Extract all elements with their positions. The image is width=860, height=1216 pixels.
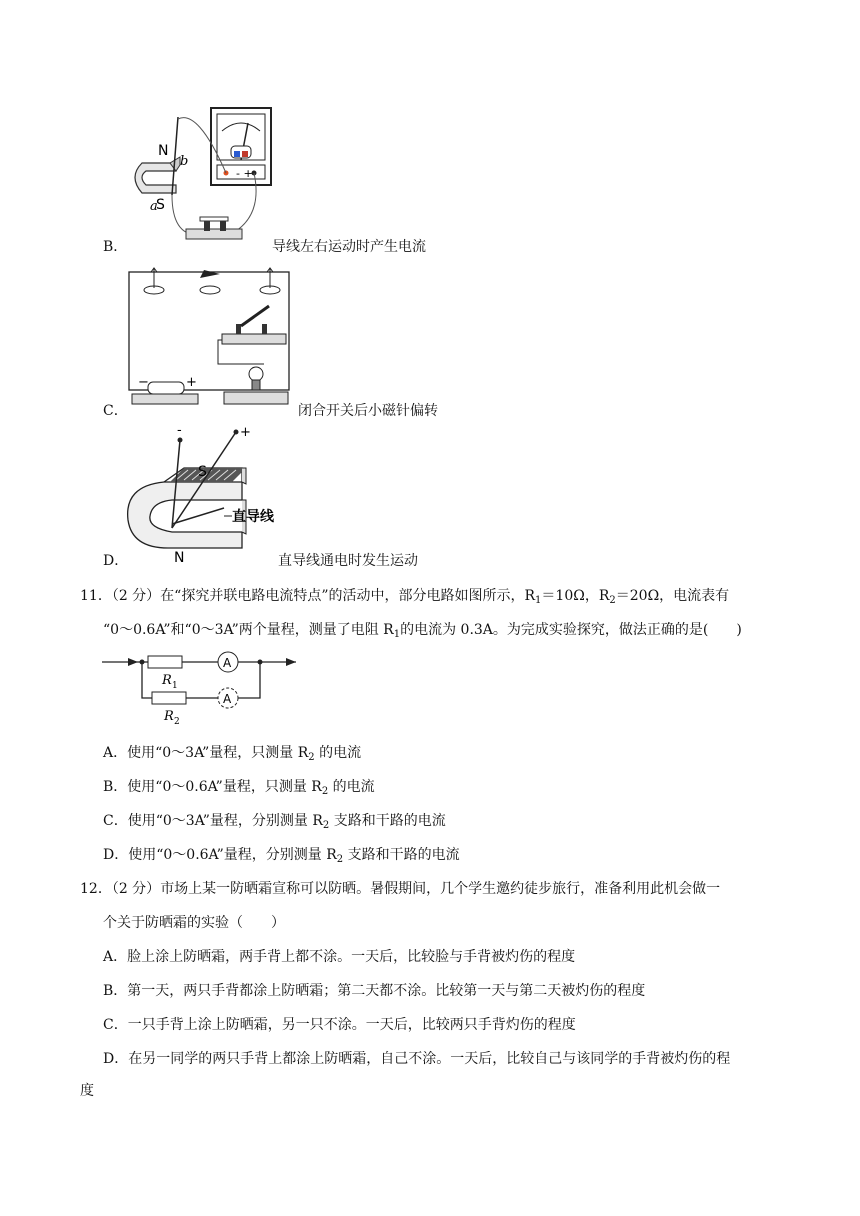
option-c-letter: C．: [103, 403, 128, 419]
label-r1: R: [162, 673, 172, 688]
label-r2-sub: 2: [174, 717, 180, 726]
q11-stem-line1: 11．（2 分）在“探究并联电路电流特点”的活动中，部分电路如图所示，$R_1=10\Omega$，$R_2=20\Omega$，电流表有: [80, 588, 730, 606]
q11-option-a[interactable]: A．使用“0～3A”量程，只测量 $R_2$ 的电流: [103, 745, 362, 763]
ammeter-branch: A: [223, 692, 232, 706]
q11-option-d[interactable]: D．使用“0～0.6A”量程，分别测量 $R_2$ 支路和干路的电流: [103, 847, 460, 865]
q12-option-b[interactable]: B．第一天，两只手背都涂上防晒霜；第二天都不涂。比较第一天与第二天被灼伤的程度: [103, 983, 646, 999]
q12-stem-line1: 12．（2 分）市场上某一防晒霜宣称可以防晒。暑假期间，几个学生邀约徒步旅行，准备利用此机会做一: [80, 881, 721, 897]
option-c-caption: 闭合开关后小磁针偏转: [298, 403, 438, 419]
label-b: b: [180, 154, 189, 169]
option-b-letter: B．: [103, 239, 128, 255]
meter-sign: - +: [236, 167, 253, 180]
option-d-caption: 直导线通电时发生运动: [278, 553, 418, 569]
ammeter-main: A: [223, 656, 232, 670]
pole-n: N: [158, 143, 169, 159]
figure-b-generator: [128, 105, 276, 245]
q11-option-b[interactable]: B．使用“0～0.6A”量程，只测量 $R_2$ 的电流: [103, 779, 375, 797]
wire-label: 直导线: [232, 509, 274, 525]
label-a: a: [150, 199, 158, 214]
option-b-caption: 导线左右运动时产生电流: [272, 239, 426, 255]
wire-plus: +: [240, 425, 251, 440]
q12-option-d-wrap: 度: [80, 1083, 94, 1099]
q12-option-a[interactable]: A．脸上涂上防晒霜，两手背上都不涂。一天后，比较脸与手背被灼伤的程度: [103, 949, 576, 965]
q11-stem-line2: “0～0.6A”和“0～3A”两个量程，测量了电阻 $R_1$的电流为 0.3A。为完成实验探究，做法正确的是( ): [103, 622, 742, 640]
label-r2: R: [164, 709, 174, 724]
battery-minus: −: [138, 375, 149, 390]
wire-minus: -: [177, 423, 182, 438]
q12-stem-line2: 个关于防晒霜的实验（ ）: [103, 915, 285, 931]
q12-option-d[interactable]: D．在另一同学的两只手背上都涂上防晒霜，自己不涂。一天后，比较自己与该同学的手背被灼伤的程: [103, 1051, 731, 1067]
figure-c-circuit: [124, 262, 296, 410]
figure-q11-parallel-circuit: [100, 646, 302, 726]
option-d-letter: D．: [103, 553, 129, 569]
pole-n: N: [174, 550, 185, 566]
figure-d-magnet-wire: [124, 420, 284, 568]
q11-option-c[interactable]: C．使用“0～3A”量程，分别测量 $R_2$ 支路和干路的电流: [103, 813, 446, 831]
battery-plus: +: [186, 375, 197, 390]
pole-s: S: [198, 464, 207, 480]
q12-option-c[interactable]: C．一只手背上涂上防晒霜，另一只不涂。一天后，比较两只手背灼伤的程度: [103, 1017, 576, 1033]
label-r1-sub: 1: [172, 681, 178, 691]
pole-s: S: [156, 197, 165, 213]
